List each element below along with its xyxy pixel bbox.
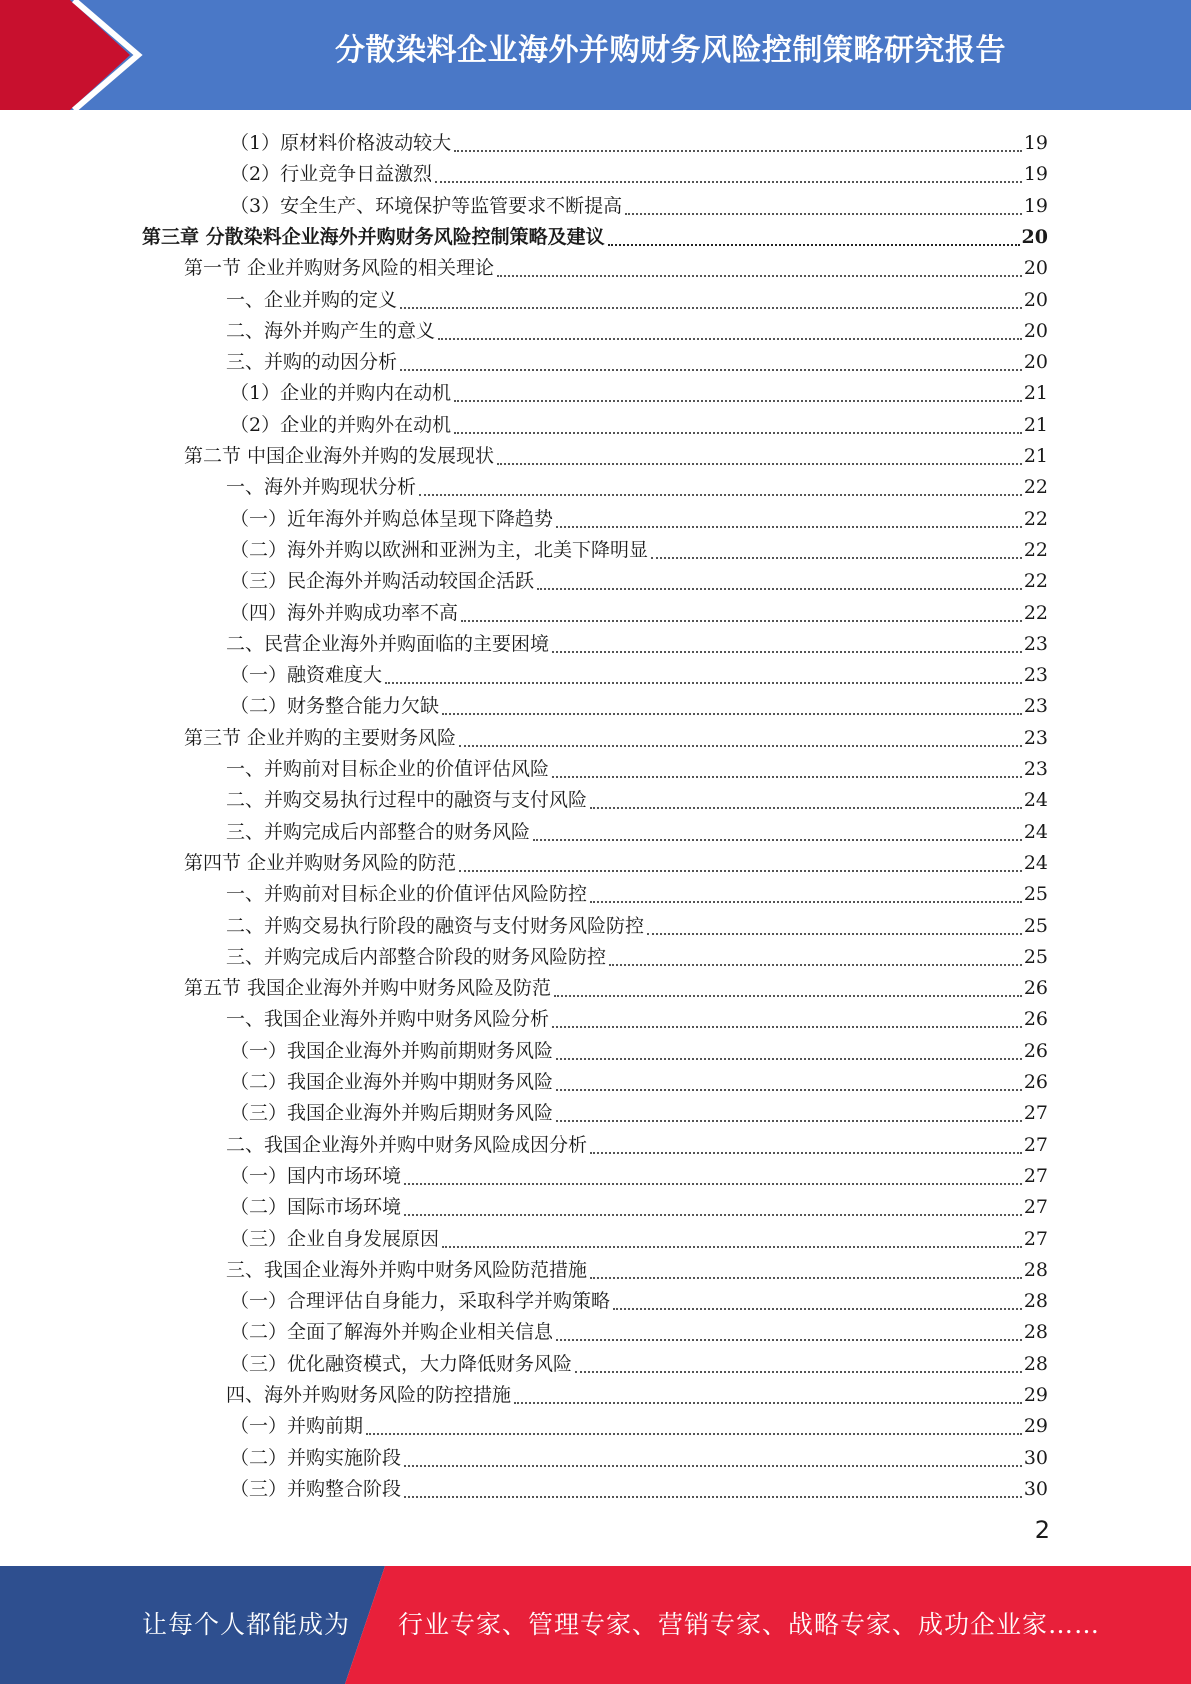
- toc-dot-leader: [556, 526, 1022, 528]
- toc-entry[interactable]: [226, 1380, 1048, 1411]
- toc-entry[interactable]: [230, 410, 1048, 441]
- toc-dot-leader: [609, 964, 1022, 966]
- page-number: 2: [1034, 1516, 1050, 1544]
- toc-entry-page: 23: [1023, 632, 1048, 655]
- toc-dot-leader: [556, 1058, 1022, 1060]
- toc-dot-leader: [461, 620, 1022, 622]
- toc-entry-page: 23: [1023, 726, 1048, 749]
- toc-entry-page: 21: [1023, 445, 1048, 467]
- toc-entry-page: 24: [1023, 789, 1048, 812]
- toc-entry-page: 26: [1023, 1039, 1048, 1062]
- toc-entry-page: 21: [1023, 413, 1048, 436]
- toc-dot-leader: [552, 651, 1022, 653]
- toc-dot-leader: [497, 463, 1022, 465]
- toc-entry[interactable]: [230, 159, 1048, 190]
- toc-dot-leader: [454, 432, 1022, 434]
- toc-entry-page: 19: [1023, 163, 1048, 186]
- toc-entry[interactable]: [226, 316, 1048, 347]
- toc-entry-page: 22: [1023, 507, 1048, 530]
- toc-entry-label: 第二节 中国企业海外并购的发展现状: [184, 445, 495, 467]
- toc-entry[interactable]: [230, 535, 1048, 566]
- toc-dot-leader: [497, 275, 1022, 277]
- toc-entry-label: （一）我国企业海外并购前期财务风险: [230, 1039, 554, 1062]
- toc-entry-page: 20: [1023, 351, 1048, 374]
- toc-dot-leader: [459, 745, 1022, 747]
- toc-dot-leader: [651, 557, 1022, 559]
- toc-dot-leader: [404, 1183, 1022, 1185]
- toc-entry-label: 一、企业并购的定义: [226, 288, 398, 311]
- toc-entry-page: 24: [1023, 851, 1048, 874]
- toc-entry-label: 一、海外并购现状分析: [226, 476, 417, 499]
- toc-entry-label: （一）合理评估自身能力，采取科学并购策略: [230, 1290, 611, 1313]
- toc-entry-page: 22: [1023, 570, 1048, 593]
- toc-entry[interactable]: [226, 754, 1048, 785]
- toc-entry-page: 19: [1023, 132, 1048, 154]
- toc-dot-leader: [454, 150, 1022, 152]
- toc-entry-page: 28: [1023, 1258, 1048, 1281]
- toc-entry-page: 20: [1023, 288, 1048, 311]
- toc-dot-leader: [400, 307, 1022, 309]
- toc-dot-leader: [608, 244, 1020, 246]
- toc-entry-label: 二、并购交易执行过程中的融资与支付风险: [226, 789, 588, 812]
- toc-entry-label: 四、海外并购财务风险的防控措施: [226, 1384, 512, 1406]
- toc-entry[interactable]: [226, 1130, 1048, 1161]
- toc-entry-label: 第一节 企业并购财务风险的相关理论: [184, 257, 495, 280]
- toc-dot-leader: [438, 338, 1022, 340]
- toc-entry-label: 二、民营企业海外并购面临的主要困境: [226, 632, 550, 655]
- toc-entry[interactable]: [230, 1317, 1048, 1348]
- toc-entry-page: 27: [1023, 1133, 1048, 1156]
- toc-entry-label: （3）安全生产、环境保护等监管要求不断提高: [230, 194, 623, 217]
- toc-entry[interactable]: [226, 285, 1048, 316]
- toc-entry[interactable]: [230, 504, 1048, 535]
- toc-entry[interactable]: [226, 911, 1048, 942]
- toc-entry-label: 三、并购完成后内部整合阶段的财务风险防控: [226, 945, 607, 968]
- toc-entry-page: 28: [1023, 1352, 1048, 1375]
- toc-entry-page: 30: [1023, 1446, 1048, 1469]
- page-footer: [0, 1566, 1191, 1684]
- toc-entry[interactable]: [230, 1411, 1048, 1442]
- toc-entry-page: 25: [1023, 914, 1048, 937]
- toc-dot-leader: [556, 1120, 1022, 1122]
- page-header: [0, 0, 1191, 110]
- toc-entry-page: 22: [1023, 601, 1048, 624]
- toc-entry-label: （1）企业的并购内在动机: [230, 382, 452, 405]
- toc-entry[interactable]: [230, 1036, 1048, 1067]
- toc-dot-leader: [590, 807, 1022, 809]
- toc-entry-page: 26: [1023, 977, 1048, 1000]
- toc-dot-leader: [590, 901, 1022, 903]
- toc-dot-leader: [435, 181, 1022, 183]
- toc-entry-page: 20: [1021, 225, 1048, 248]
- toc-entry-label: 二、并购交易执行阶段的融资与支付财务风险防控: [226, 914, 645, 937]
- toc-entry-label: （三）我国企业海外并购后期财务风险: [230, 1102, 554, 1125]
- toc-entry-label: 一、我国企业海外并购中财务风险分析: [226, 1008, 550, 1031]
- toc-entry-label: （三）优化融资模式，大力降低财务风险: [230, 1352, 573, 1375]
- toc-dot-leader: [625, 213, 1022, 215]
- toc-entry-page: 25: [1023, 945, 1048, 968]
- footer-slogan-left: 让每个人都能成为: [142, 1610, 351, 1639]
- toc-entry-page: 22: [1023, 476, 1048, 499]
- toc-entry-page: 27: [1023, 1196, 1048, 1219]
- toc-dot-leader: [366, 1433, 1022, 1435]
- toc-entry-page: 19: [1023, 194, 1048, 217]
- toc-entry-label: （2）企业的并购外在动机: [230, 413, 452, 436]
- toc-dot-leader: [404, 1496, 1022, 1498]
- toc-dot-leader: [459, 870, 1022, 872]
- toc-dot-leader: [554, 995, 1022, 997]
- toc-entry-label: （二）国际市场环境: [230, 1196, 402, 1219]
- toc-entry[interactable]: [230, 1161, 1048, 1192]
- toc-entry[interactable]: [230, 1443, 1048, 1474]
- toc-entry-label: （二）并购实施阶段: [230, 1446, 402, 1469]
- toc-entry[interactable]: [230, 598, 1048, 629]
- toc-entry[interactable]: [230, 191, 1048, 222]
- toc-entry-label: 三、并购的动因分析: [226, 351, 398, 374]
- toc-dot-leader: [404, 1465, 1022, 1467]
- toc-entry-page: 27: [1023, 1227, 1048, 1250]
- toc-entry-label: （1）原材料价格波动较大: [230, 132, 452, 154]
- toc-entry-label: （三）企业自身发展原因: [230, 1227, 440, 1250]
- toc-dot-leader: [442, 1246, 1022, 1248]
- toc-entry[interactable]: [230, 1224, 1048, 1255]
- toc-dot-leader: [647, 933, 1022, 935]
- toc-dot-leader: [537, 588, 1022, 590]
- toc-entry-label: 三、并购完成后内部整合的财务风险: [226, 820, 531, 843]
- toc-entry-page: 27: [1023, 1102, 1048, 1125]
- toc-entry-page: 21: [1023, 382, 1048, 405]
- toc-entry[interactable]: [226, 472, 1048, 503]
- toc-entry[interactable]: [184, 723, 1048, 754]
- toc-entry[interactable]: [184, 973, 1048, 1004]
- toc-entry-label: （三）并购整合阶段: [230, 1477, 402, 1500]
- toc-entry-page: 27: [1023, 1164, 1048, 1187]
- toc-entry-page: 26: [1023, 1071, 1048, 1093]
- toc-dot-leader: [552, 1026, 1022, 1028]
- toc-dot-leader: [514, 1402, 1022, 1404]
- toc-dot-leader: [556, 1089, 1022, 1091]
- toc-entry-page: 25: [1023, 883, 1048, 906]
- toc-entry-page: 24: [1023, 820, 1048, 843]
- toc-entry[interactable]: [226, 1255, 1048, 1286]
- toc-dot-leader: [404, 1214, 1022, 1216]
- toc-entry[interactable]: [142, 222, 1048, 253]
- toc-entry-label: 一、并购前对目标企业的价值评估风险: [226, 758, 550, 780]
- toc-entry[interactable]: [230, 1286, 1048, 1317]
- toc-entry-label: 三、我国企业海外并购中财务风险防范措施: [226, 1258, 588, 1281]
- toc-entry[interactable]: [226, 879, 1048, 910]
- toc-entry-label: （二）全面了解海外并购企业相关信息: [230, 1321, 554, 1344]
- toc-entry-label: （三）民企海外并购活动较国企活跃: [230, 570, 535, 593]
- toc-entry-label: （二）海外并购以欧洲和亚洲为主，北美下降明显: [230, 538, 649, 561]
- toc-entry-label: （一）近年海外并购总体呈现下降趋势: [230, 507, 554, 530]
- toc-entry-label: 二、我国企业海外并购中财务风险成因分析: [226, 1133, 588, 1156]
- toc-entry[interactable]: [230, 566, 1048, 597]
- toc-entry-page: 23: [1023, 695, 1048, 718]
- toc-entry-label: 第四节 企业并购财务风险的防范: [184, 851, 457, 874]
- toc-entry[interactable]: [184, 253, 1048, 284]
- toc-entry-label: （一）国内市场环境: [230, 1164, 402, 1187]
- toc-entry[interactable]: [184, 848, 1048, 879]
- toc-entry[interactable]: [226, 347, 1048, 378]
- toc-dot-leader: [400, 369, 1022, 371]
- toc-dot-leader: [556, 1339, 1022, 1341]
- toc-entry[interactable]: [226, 1004, 1048, 1035]
- toc-entry-page: 20: [1023, 257, 1048, 280]
- toc-entry[interactable]: [226, 942, 1048, 973]
- toc-dot-leader: [385, 682, 1022, 684]
- toc-entry-page: 20: [1023, 319, 1048, 342]
- header-arrow-decoration: [0, 0, 160, 110]
- toc-dot-leader: [613, 1308, 1022, 1310]
- toc-entry-label: 第三章 分散染料企业海外并购财务风险控制策略及建议: [142, 225, 605, 248]
- footer-slogan-right: 行业专家、管理专家、营销专家、战略专家、成功企业家……: [398, 1610, 1101, 1639]
- toc-entry-page: 29: [1023, 1384, 1048, 1406]
- toc-entry-page: 26: [1023, 1008, 1048, 1031]
- toc-dot-leader: [533, 839, 1022, 841]
- toc-entry-label: 一、并购前对目标企业的价值评估风险防控: [226, 883, 588, 906]
- toc-entry-page: 30: [1023, 1477, 1048, 1500]
- toc-entry[interactable]: [230, 1349, 1048, 1380]
- toc-entry-page: 29: [1023, 1415, 1048, 1438]
- toc-entry-page: 28: [1023, 1290, 1048, 1313]
- toc-entry[interactable]: [230, 128, 1048, 159]
- toc-dot-leader: [454, 400, 1022, 402]
- toc-entry[interactable]: [230, 1098, 1048, 1129]
- toc-entry[interactable]: [226, 785, 1048, 816]
- toc-entry-label: 二、海外并购产生的意义: [226, 319, 436, 342]
- toc-dot-leader: [442, 713, 1022, 715]
- toc-entry-label: （一）并购前期: [230, 1415, 364, 1438]
- toc-entry-label: （一）融资难度大: [230, 664, 383, 687]
- toc-entry-label: 第三节 企业并购的主要财务风险: [184, 726, 457, 749]
- toc-entry[interactable]: [226, 817, 1048, 848]
- toc-entry-page: 23: [1023, 758, 1048, 780]
- toc-entry[interactable]: [230, 1192, 1048, 1223]
- toc-entry[interactable]: [230, 1067, 1048, 1098]
- toc-entry[interactable]: [230, 691, 1048, 722]
- toc-dot-leader: [590, 1152, 1022, 1154]
- toc-entry-page: 28: [1023, 1321, 1048, 1344]
- toc-dot-leader: [552, 776, 1022, 778]
- toc-entry-label: （四）海外并购成功率不高: [230, 601, 459, 624]
- toc-entry-label: （2）行业竞争日益激烈: [230, 163, 433, 186]
- report-title: 分散染料企业海外并购财务风险控制策略研究报告: [335, 33, 1006, 68]
- toc-entry[interactable]: [230, 660, 1048, 691]
- toc-entry[interactable]: [230, 1474, 1048, 1505]
- toc-entry-label: （二）财务整合能力欠缺: [230, 695, 440, 718]
- toc-entry[interactable]: [184, 441, 1048, 472]
- toc-dot-leader: [575, 1371, 1022, 1373]
- toc-entry-label: 第五节 我国企业海外并购中财务风险及防范: [184, 977, 552, 1000]
- toc-entry-page: 23: [1023, 664, 1048, 687]
- toc-dot-leader: [590, 1277, 1022, 1279]
- toc-entry-page: 22: [1023, 538, 1048, 561]
- toc-dot-leader: [419, 494, 1022, 496]
- toc-entry-label: （二）我国企业海外并购中期财务风险: [230, 1071, 554, 1093]
- toc-entry[interactable]: [230, 378, 1048, 409]
- toc-entry[interactable]: [226, 629, 1048, 660]
